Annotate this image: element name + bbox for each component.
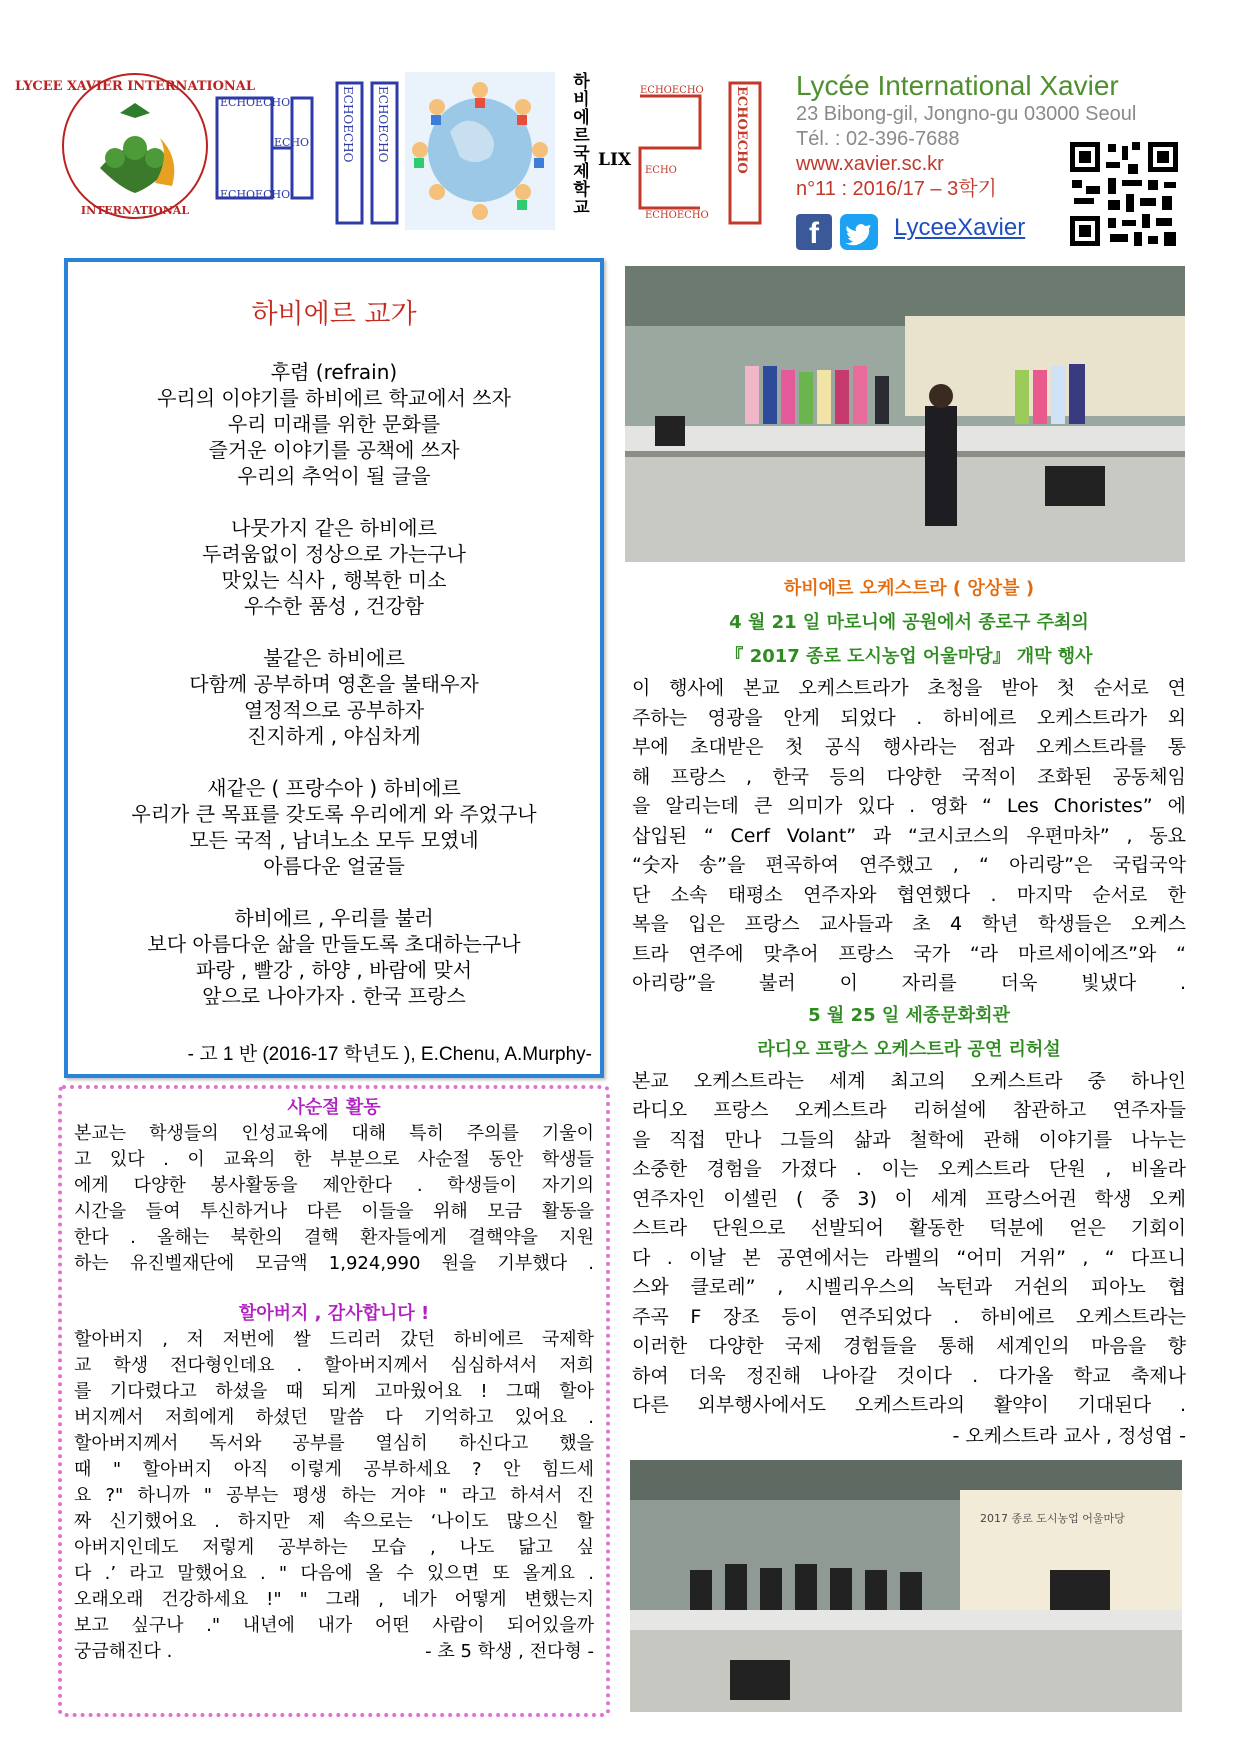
photo-concert-choir: [625, 266, 1185, 562]
text-line: 아리랑”을 불러 이 자리를 더욱 빛냈다 .: [632, 972, 1186, 994]
text-line: 부에 초대받은 첫 공식 행사라는 점과 오케스트라를 통: [632, 736, 1186, 758]
svg-text:ECHOECHO: ECHOECHO: [734, 86, 749, 174]
text-line: 요 ?" 하니까 " 공부는 평생 하는 거야 " 라고 하셔서 진: [74, 1485, 594, 1506]
lyric-line: 아름다운 얼굴들: [263, 854, 405, 878]
text-line: 보고 싶구나 ." 내년에 내가 어떤 사람이 되어있을까: [74, 1615, 594, 1636]
svg-text:ECHOECHO: ECHOECHO: [220, 96, 291, 109]
lyric-line: 다함께 공부하며 영혼을 불태우자: [189, 672, 479, 696]
text-line: 이러한 다양한 국제 경험들을 통해 세계인의 마음을 향: [632, 1335, 1186, 1357]
lyric-line: 보다 아름다운 삶을 만들도록 초대하는구나: [147, 932, 521, 956]
echo-logo-right: [630, 78, 775, 228]
lyric-line: 우수한 품성 , 건강함: [244, 594, 424, 618]
section-title-lent: 사순절 활동: [287, 1097, 381, 1118]
text-line: 를 기다렸다고 하셨을 때 되게 고마웠어요 ! 그때 할아: [74, 1381, 594, 1402]
text-line: 하는 유진벨재단에 모금액 1,924,990 원을 기부했다 .: [74, 1253, 594, 1274]
text-line: 할아버지께서 독서와 공부를 열심히 하신다고 했을: [74, 1433, 594, 1454]
text-line: 소중한 경험을 가졌다 . 이는 오케스트라 단원 , 비올라: [632, 1158, 1186, 1180]
social-links: [796, 212, 1056, 254]
lyric-line: 하비에르 , 우리를 불러: [234, 906, 434, 930]
lyric-line: 맛있는 식사 , 행복한 미소: [221, 568, 447, 592]
lent-activities-box: [58, 1085, 610, 1717]
svg-text:ECHOECHO: ECHOECHO: [645, 210, 709, 221]
text-line: 삽입된 “ Cerf Volant” 과 “코시코스의 우편마차” , 동요: [632, 824, 1186, 847]
letter-closing: [74, 1639, 594, 1665]
text-line: 다 .’ 라고 말했어요 . " 다음에 올 수 있으면 또 올게요 .: [74, 1563, 594, 1584]
event1-name: 『 2017 종로 도시농업 어울마당』 개막 행사: [725, 646, 1093, 667]
text-line: 을 알리는데 큰 의미가 있다 . 영화 “ Les Choristes” 에: [632, 795, 1186, 817]
qr-code-icon[interactable]: [1068, 140, 1180, 248]
event1-date: 4 월 21 일 마로니에 공원에서 종로구 주최의: [729, 612, 1089, 633]
text-line: 하여 더욱 정진해 나아갈 것이다 . 다가올 학교 축제나: [632, 1364, 1186, 1387]
lyric-line: 즐거운 이야기를 공책에 쓰자: [208, 438, 460, 462]
orchestra-article: [632, 572, 1186, 1451]
text-line: 스와 클로레” , 시벨리우스의 녹턴과 거쉰의 피아노 협: [632, 1276, 1186, 1298]
lyric-line: 우리 미래를 위한 문화를: [227, 412, 441, 436]
event2-paragraph: [632, 1067, 1186, 1421]
issue-number: n°11 : 2016/17 – 3학기: [796, 178, 997, 200]
school-website-link[interactable]: www.xavier.sc.kr: [796, 153, 944, 175]
text-line: 시간을 들여 투신하거나 다른 이들을 위해 모금 활동을: [74, 1201, 594, 1222]
svg-text:ECHO: ECHO: [645, 165, 677, 176]
facebook-icon[interactable]: f: [796, 214, 832, 250]
text-line: 때 " 할아버지 아직 이렇게 공부하세요 ? 안 힘드세: [74, 1459, 594, 1480]
text-line: 고 있다 . 이 교육의 한 부분으로 사순절 동안 학생들: [74, 1149, 594, 1170]
text-line: 라디오 프랑스 오케스트라 리허설에 참관하고 연주자들: [632, 1099, 1186, 1121]
text-line: 짜 신기했어요 . 하지만 제 속으로는 ‘나이도 많으신 할: [74, 1511, 594, 1532]
echo-logo-left: [212, 78, 407, 226]
lyric-line: 열정적으로 공부하자: [243, 698, 425, 722]
text-line: 을 직접 만나 그들의 삶과 철학에 관해 이야기를 나누는: [632, 1128, 1186, 1151]
article-signature: - 오케스트라 교사 , 정성엽 -: [952, 1424, 1186, 1447]
svg-text:ECHOECHO: ECHOECHO: [376, 86, 390, 163]
svg-text:INTERNATIONAL: INTERNATIONAL: [80, 204, 190, 217]
text-line: 복을 입은 프랑스 교사들과 초 4 학년 학생들은 오케스: [632, 913, 1186, 935]
newsletter-header: [0, 0, 1240, 255]
lyric-line: 앞으로 나아가자 . 한국 프랑스: [202, 984, 466, 1008]
text-line: 연주자인 이셀린 ( 중 3) 이 세계 프랑스어권 학생 오케: [632, 1187, 1186, 1210]
event2-name: 라디오 프랑스 오케스트라 공연 리허설: [757, 1038, 1061, 1060]
section-title-thanks: 할아버지 , 감사합니다 !: [238, 1303, 430, 1324]
lix-mark: LIX: [598, 150, 632, 170]
school-address: 23 Bibong-gil, Jongno-gu 03000 Seoul: [796, 103, 1137, 125]
text-line: 오래오래 건강하세요 !" " 그래 , 네가 어떻게 변했는지: [74, 1589, 594, 1610]
photo-orchestra-stage: [630, 1460, 1182, 1712]
text-line: 궁금해진다 .: [74, 1641, 173, 1662]
svg-text:ECHOECHO: ECHOECHO: [640, 85, 704, 96]
lyric-line: 새같은 ( 프랑수아 ) 하비에르: [207, 776, 461, 800]
text-line: 단 소속 태평소 연주자와 협연했다 . 마지막 순서로 한: [632, 883, 1186, 906]
lyric-line: 모든 국적 , 남녀노소 모두 모였네: [189, 828, 479, 852]
school-song-box: [64, 258, 604, 1078]
text-line: 스트라 단원으로 선발되어 활동한 덕분에 얻은 기회이: [632, 1217, 1186, 1239]
lyric-line: 진지하게 , 야심차게: [247, 724, 421, 748]
lyric-line: 우리의 이야기를 하비에르 학교에서 쓰자: [157, 386, 511, 410]
text-line: 본교는 학생들의 인성교육에 대해 특히 주의를 기울이: [74, 1123, 594, 1144]
banner-text: 2017 종로 도시농업 어울마당: [980, 1512, 1125, 1525]
event1-paragraph: [632, 674, 1186, 999]
text-line: 교 학생 전다형인데요 . 할아버지께서 심심하셔서 저희: [74, 1355, 594, 1376]
song-stanza: [68, 515, 600, 619]
text-line: 트라 연주에 맞추어 프랑스 국가 “라 마르세이에즈”와 “: [632, 942, 1186, 965]
svg-text:ECHOECHO: ECHOECHO: [341, 86, 355, 163]
song-title: 하비에르 교가: [251, 299, 417, 330]
song-credit: - 고 1 반 (2016-17 학년도 ), E.Chenu, A.Murphy-: [187, 1044, 592, 1065]
logo-text-top: LYCEE XAVIER INTERNATIONAL: [14, 79, 256, 94]
text-line: 이 행사에 본교 오케스트라가 초청을 받아 첫 순서로 연: [632, 677, 1186, 699]
song-stanza: [68, 905, 600, 1009]
text-line: 아버지인데도 저렇게 공부하는 모습 , 나도 닮고 싶: [74, 1537, 594, 1558]
school-korean-name: 하비에르국제학교: [569, 72, 589, 216]
svg-text:ECHO: ECHO: [274, 136, 310, 149]
svg-text:ECHOECHO: ECHOECHO: [220, 188, 291, 201]
song-stanza: [68, 645, 600, 749]
song-stanza: [68, 775, 600, 879]
text-line: 주하는 영광을 안게 되었다 . 하비에르 오케스트라가 외: [632, 706, 1186, 729]
text-line: 본교 오케스트라는 세계 최고의 오케스트라 중 하나인: [632, 1069, 1186, 1092]
thanks-letter-paragraph: [74, 1327, 594, 1639]
orchestra-heading: 하비에르 오케스트라 ( 앙상블 ): [783, 578, 1035, 599]
text-line: 에게 다양한 봉사활동을 제안한다 . 학생들이 자기의: [74, 1175, 594, 1196]
text-line: 한다 . 올해는 북한의 결핵 환자들에게 결핵약을 지원: [74, 1227, 594, 1248]
song-stanza: [68, 385, 600, 489]
text-line: 다른 외부행사에서도 오케스트라의 활약이 기대된다 .: [632, 1394, 1186, 1416]
lyric-line: 우리의 추억이 될 글을: [237, 464, 431, 488]
text-line: 버지께서 저희에게 하셨던 말씀 다 기억하고 있어요 .: [74, 1407, 594, 1428]
twitter-icon[interactable]: [840, 214, 878, 250]
globe-children-image: [405, 72, 555, 230]
letter-signature: - 초 5 학생 , 전다형 -: [425, 1641, 594, 1662]
text-line: 해 프랑스 , 한국 등의 다양한 국적이 조화된 공동체임: [632, 765, 1186, 788]
lyric-line: 두려움없이 정상으로 가는구나: [202, 542, 466, 566]
song-lyrics: [68, 359, 600, 1009]
lent-paragraph: [74, 1121, 594, 1277]
school-phone: Tél. : 02-396-7688: [796, 128, 960, 150]
song-refrain-label: 후렴 (refrain): [270, 360, 398, 384]
school-name: Lycée International Xavier: [796, 70, 1119, 101]
lyric-line: 우리가 큰 목표를 갖도록 우리에게 와 주었구나: [131, 802, 537, 826]
lyric-line: 불같은 하비에르: [263, 646, 405, 670]
text-line: “숫자 송”을 편곡하여 연주했고 , “ 아리랑”은 국립국악: [632, 854, 1186, 876]
text-line: 할아버지 , 저 저번에 쌀 드리러 갔던 하비에르 국제학: [74, 1329, 594, 1350]
text-line: 다 . 이날 본 공연에서는 라벨의 “어미 거위” , “ 다프니: [632, 1246, 1186, 1269]
lyric-line: 파랑 , 빨강 , 하양 , 바람에 맞서: [195, 958, 473, 982]
text-line: 주곡 F 장조 등이 연주되었다 . 하비에르 오케스트라는: [632, 1305, 1186, 1328]
lyric-line: 나뭇가지 같은 하비에르: [231, 516, 437, 540]
event2-date: 5 월 25 일 세종문화회관: [808, 1004, 1010, 1026]
social-handle-link[interactable]: LyceeXavier: [894, 214, 1026, 241]
